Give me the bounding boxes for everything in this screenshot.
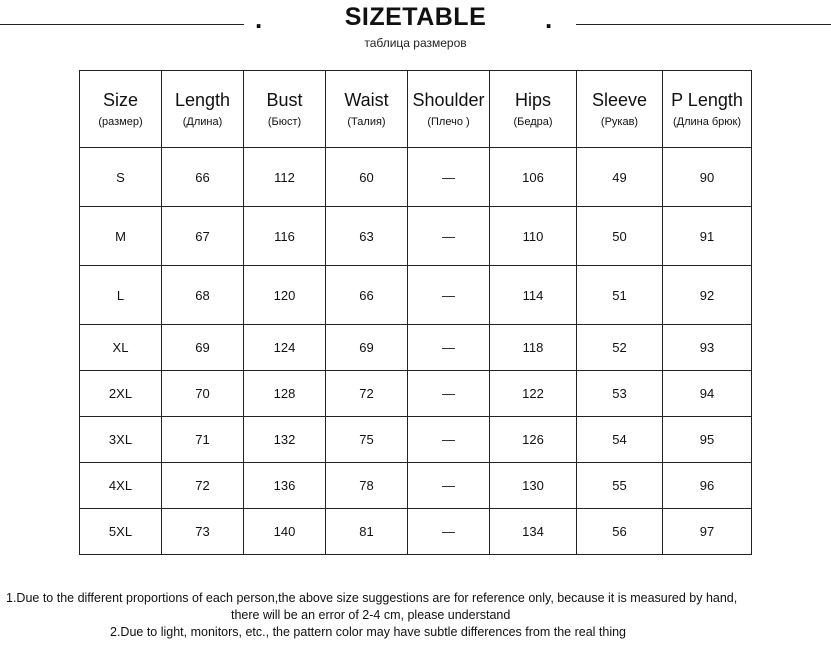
table-cell: 118 [490,325,577,371]
note-line-1: 1.Due to the different proportions of each person,the above size suggestions are for reference only, because it is measured by hand, [6,591,738,605]
table-cell: 90 [663,148,752,207]
table-row [80,417,752,463]
table-cell: 56 [577,509,663,555]
table-cell: 69 [162,325,244,371]
table-cell: 72 [326,371,408,417]
table-cell: L [80,266,162,325]
table-cell: 75 [326,417,408,463]
table-cell: 2XL [80,371,162,417]
table-cell: 114 [490,266,577,325]
header-sublabel: (Талия) [347,116,386,128]
header-sublabel: (Рукав) [600,116,639,128]
header-sublabel: (Плечо ) [427,116,470,128]
table-cell: 91 [663,207,752,266]
table-cell: 60 [326,148,408,207]
table-cell: 112 [244,148,326,207]
table-cell: 52 [577,325,663,371]
table-row [80,325,752,371]
header-bust [244,71,326,148]
header-waist [326,71,408,148]
header-label: P Length [671,90,743,110]
table-row [80,207,752,266]
table-cell: 63 [326,207,408,266]
header-sublabel: (размер) [98,116,143,128]
header-length [162,71,244,148]
table-cell: 67 [162,207,244,266]
table-cell: 73 [162,509,244,555]
table-cell: 72 [162,463,244,509]
table-cell: 54 [577,417,663,463]
table-cell: 3XL [80,417,162,463]
table-cell: 51 [577,266,663,325]
table-cell: 120 [244,266,326,325]
header-sublabel: (Бюст) [267,116,302,128]
table-cell: 94 [663,371,752,417]
header-hips [490,71,577,148]
header-label: Hips [514,90,551,110]
header-sleeve [577,71,663,148]
table-cell: M [80,207,162,266]
table-cell: 92 [663,266,752,325]
table-cell: 66 [326,266,408,325]
note-line-2: 2.Due to light, monitors, etc., the pattern color may have subtle differences from the real thing [110,625,627,639]
table-cell: 4XL [80,463,162,509]
header-label: Length [174,90,231,110]
table-cell: S [80,148,162,207]
table-cell: 93 [663,325,752,371]
header-label: Sleeve [591,90,648,110]
table-cell: XL [80,325,162,371]
table-cell: 96 [663,463,752,509]
table-cell: 95 [663,417,752,463]
table-cell: 124 [244,325,326,371]
table-cell: 70 [162,371,244,417]
table-cell: 50 [577,207,663,266]
table-cell: 81 [326,509,408,555]
table-row [80,509,752,555]
header-label: Bust [266,90,303,110]
header-rule-right [576,24,831,25]
header-size [80,71,162,148]
header-sublabel: (Длина брюк) [672,116,742,128]
table-cell: — [408,148,490,207]
table-cell: 126 [490,417,577,463]
table-cell: 66 [162,148,244,207]
header-shoulder [408,71,490,148]
header-label: Size [102,90,138,110]
table-cell: 49 [577,148,663,207]
table-cell: 122 [490,371,577,417]
table-cell: 128 [244,371,326,417]
page-title: SIZETABLE [344,3,487,31]
table-cell: 78 [326,463,408,509]
size-table [79,70,752,555]
header-label: Waist [344,90,389,110]
table-cell: — [408,417,490,463]
table-cell: — [408,266,490,325]
header-sublabel: (Бедра) [513,116,553,128]
table-cell: 97 [663,509,752,555]
note-line-1-continued: there will be an error of 2-4 cm, please understand [231,608,511,622]
table-row [80,148,752,207]
table-row [80,266,752,325]
page-header [0,0,831,60]
header-label: Shoulder [412,90,485,110]
table-cell: 55 [577,463,663,509]
table-cell: 134 [490,509,577,555]
table-cell: — [408,463,490,509]
table-cell: 68 [162,266,244,325]
header-dot-right: . [545,4,553,34]
table-cell: 130 [490,463,577,509]
table-cell: — [408,207,490,266]
page-subtitle: таблица размеров [364,36,467,50]
table-cell: 71 [162,417,244,463]
table-header-row [80,71,752,148]
header-sublabel: (Длина) [182,116,223,128]
table-cell: 53 [577,371,663,417]
table-cell: 132 [244,417,326,463]
table-row [80,463,752,509]
table-cell: 69 [326,325,408,371]
header-dot-left: . [255,4,263,34]
table-cell: 116 [244,207,326,266]
table-cell: 140 [244,509,326,555]
table-cell: 110 [490,207,577,266]
table-cell: 136 [244,463,326,509]
table-cell: — [408,371,490,417]
table-cell: — [408,325,490,371]
table-cell: — [408,509,490,555]
table-cell: 106 [490,148,577,207]
table-row [80,371,752,417]
header-pants-length [663,71,752,148]
table-cell: 5XL [80,509,162,555]
